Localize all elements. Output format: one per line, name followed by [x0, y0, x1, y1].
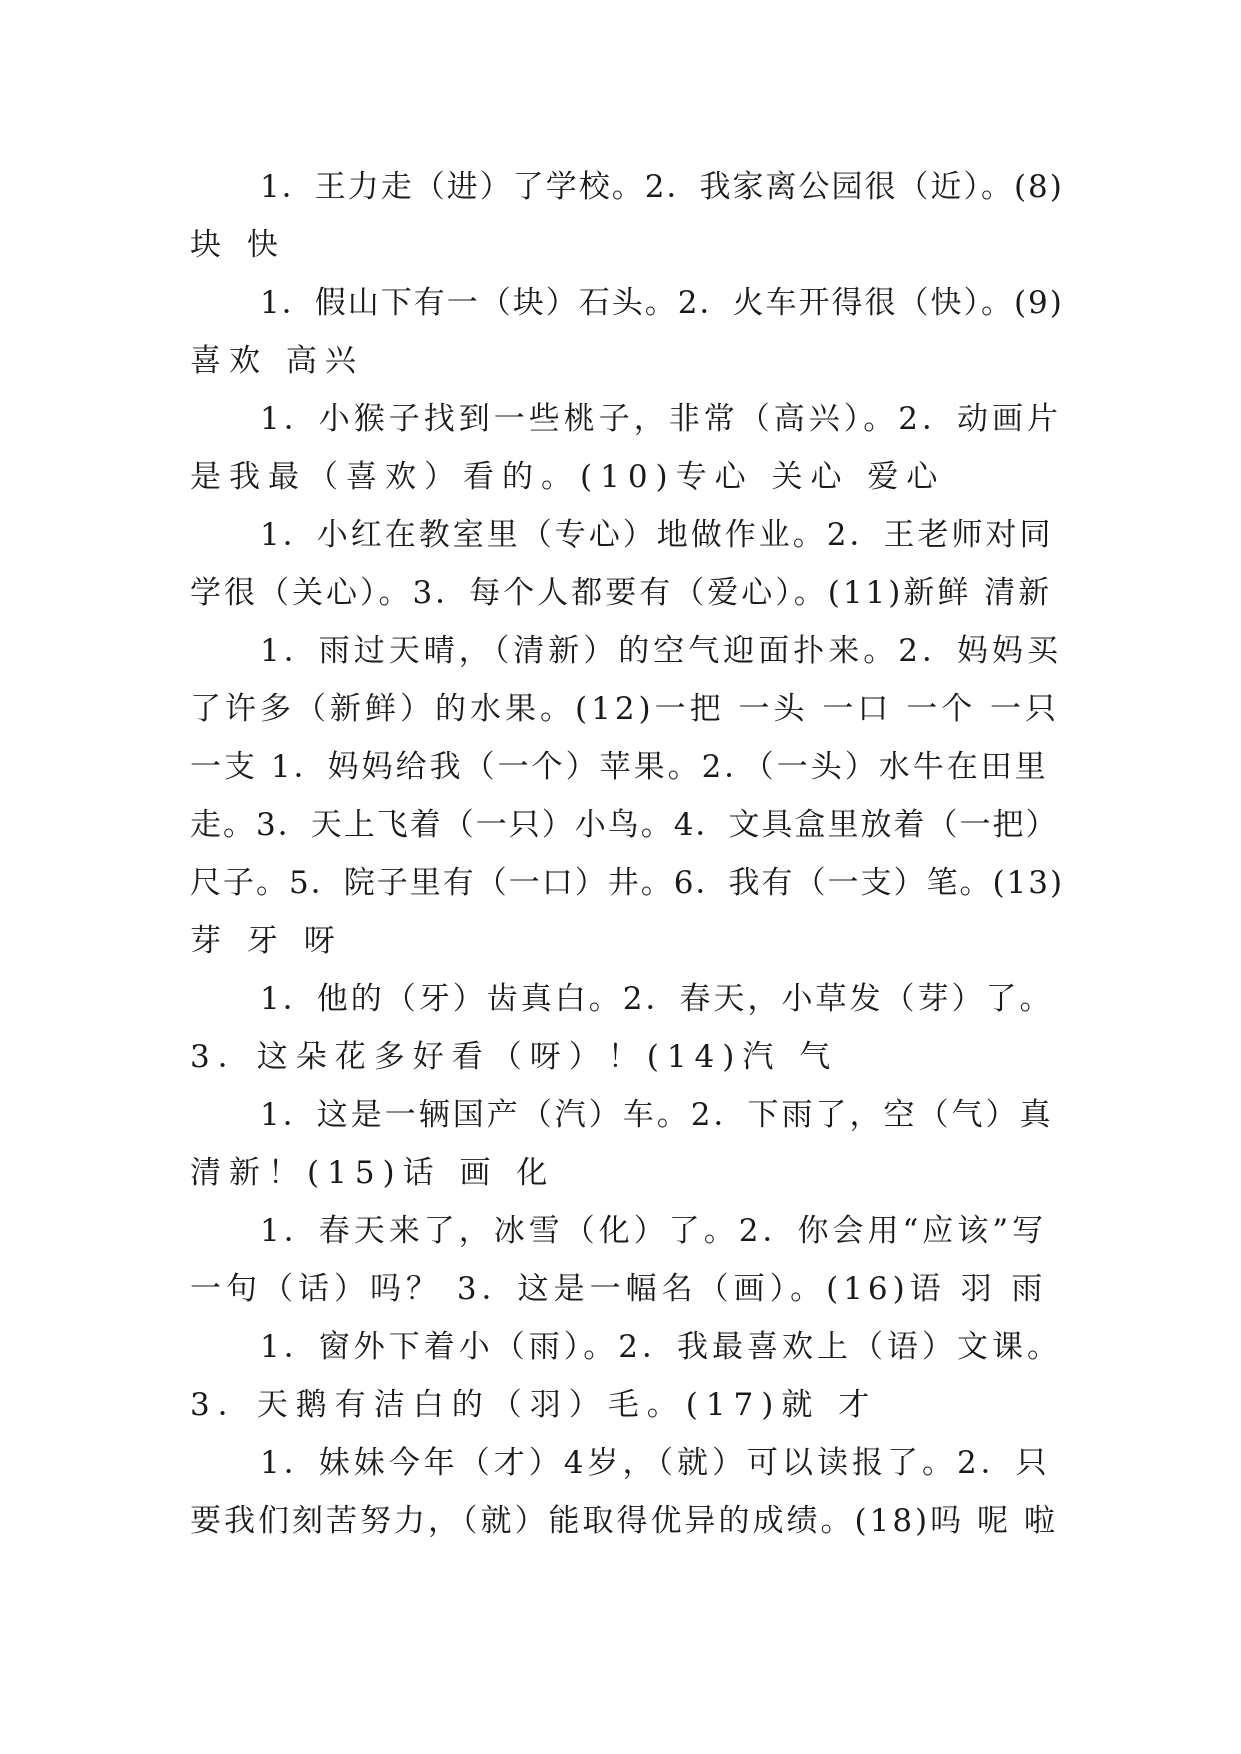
text-line: 一支 1．妈妈给我（一个）苹果。2．（一头）水牛在田里: [190, 749, 1049, 785]
text-line: 1．他的（牙）齿真白。2．春天，小草发（芽）了。: [260, 981, 1054, 1017]
text-line: 1．假山下有一（块）石头。2．火车开得很（快）。(9): [260, 285, 1064, 321]
text-line: 1．王力走（进）了学校。2．我家离公园很（近）。(8): [260, 169, 1064, 205]
text-line: 1．这是一辆国产（汽）车。2．下雨了，空（气）真: [260, 1097, 1054, 1133]
text-line: 1．小红在教室里（专心）地做作业。2．王老师对同: [260, 517, 1054, 553]
text-line: 是我最（喜欢）看的。(10)专心 关心 爱心: [190, 459, 946, 495]
text-line: 1．雨过天晴，（清新）的空气迎面扑来。2．妈妈买: [260, 633, 1062, 669]
text-line: 1．春天来了，冰雪（化）了。2．你会用“应该”写: [260, 1213, 1048, 1249]
text-line: 要我们刻苦努力，（就）能取得优异的成绩。(18)吗 呢 啦: [190, 1503, 1058, 1539]
text-line: 了许多（新鲜）的水果。(12)一把 一头 一口 一个 一只: [190, 691, 1061, 727]
text-line: 喜欢 高兴: [190, 343, 364, 379]
text-line: 芽 牙 呀: [190, 923, 343, 959]
text-line: 1．妹妹今年（才）4岁，（就）可以读报了。2．只: [260, 1445, 1051, 1481]
document-body: [190, 158, 1070, 1550]
text-line: 清新！(15)话 画 化: [190, 1155, 556, 1191]
text-line: 块 快: [190, 227, 286, 263]
text-line: 尺子。5．院子里有（一口）井。6．我有（一支）笔。(13): [190, 865, 1065, 901]
text-line: 1．窗外下着小（雨）。2．我最喜欢上（语）文课。: [260, 1329, 1062, 1365]
text-line: 3．这朵花多好看（呀）！(14)汽 气: [190, 1039, 839, 1075]
text-line: 3．天鹅有洁白的（羽）毛。(17)就 才: [190, 1387, 878, 1423]
text-line: 学很（关心）。3．每个人都要有（爱心）。(11)新鲜 清新: [190, 575, 1053, 611]
text-line: 1．小猴子找到一些桃子，非常（高兴）。2．动画片: [260, 401, 1062, 437]
text-line: 走。3．天上飞着（一只）小鸟。4．文具盒里放着（一把）: [190, 807, 1059, 843]
text-line: 一句（话）吗？ 3．这是一幅名（画）。(16)语 羽 雨: [190, 1271, 1048, 1307]
